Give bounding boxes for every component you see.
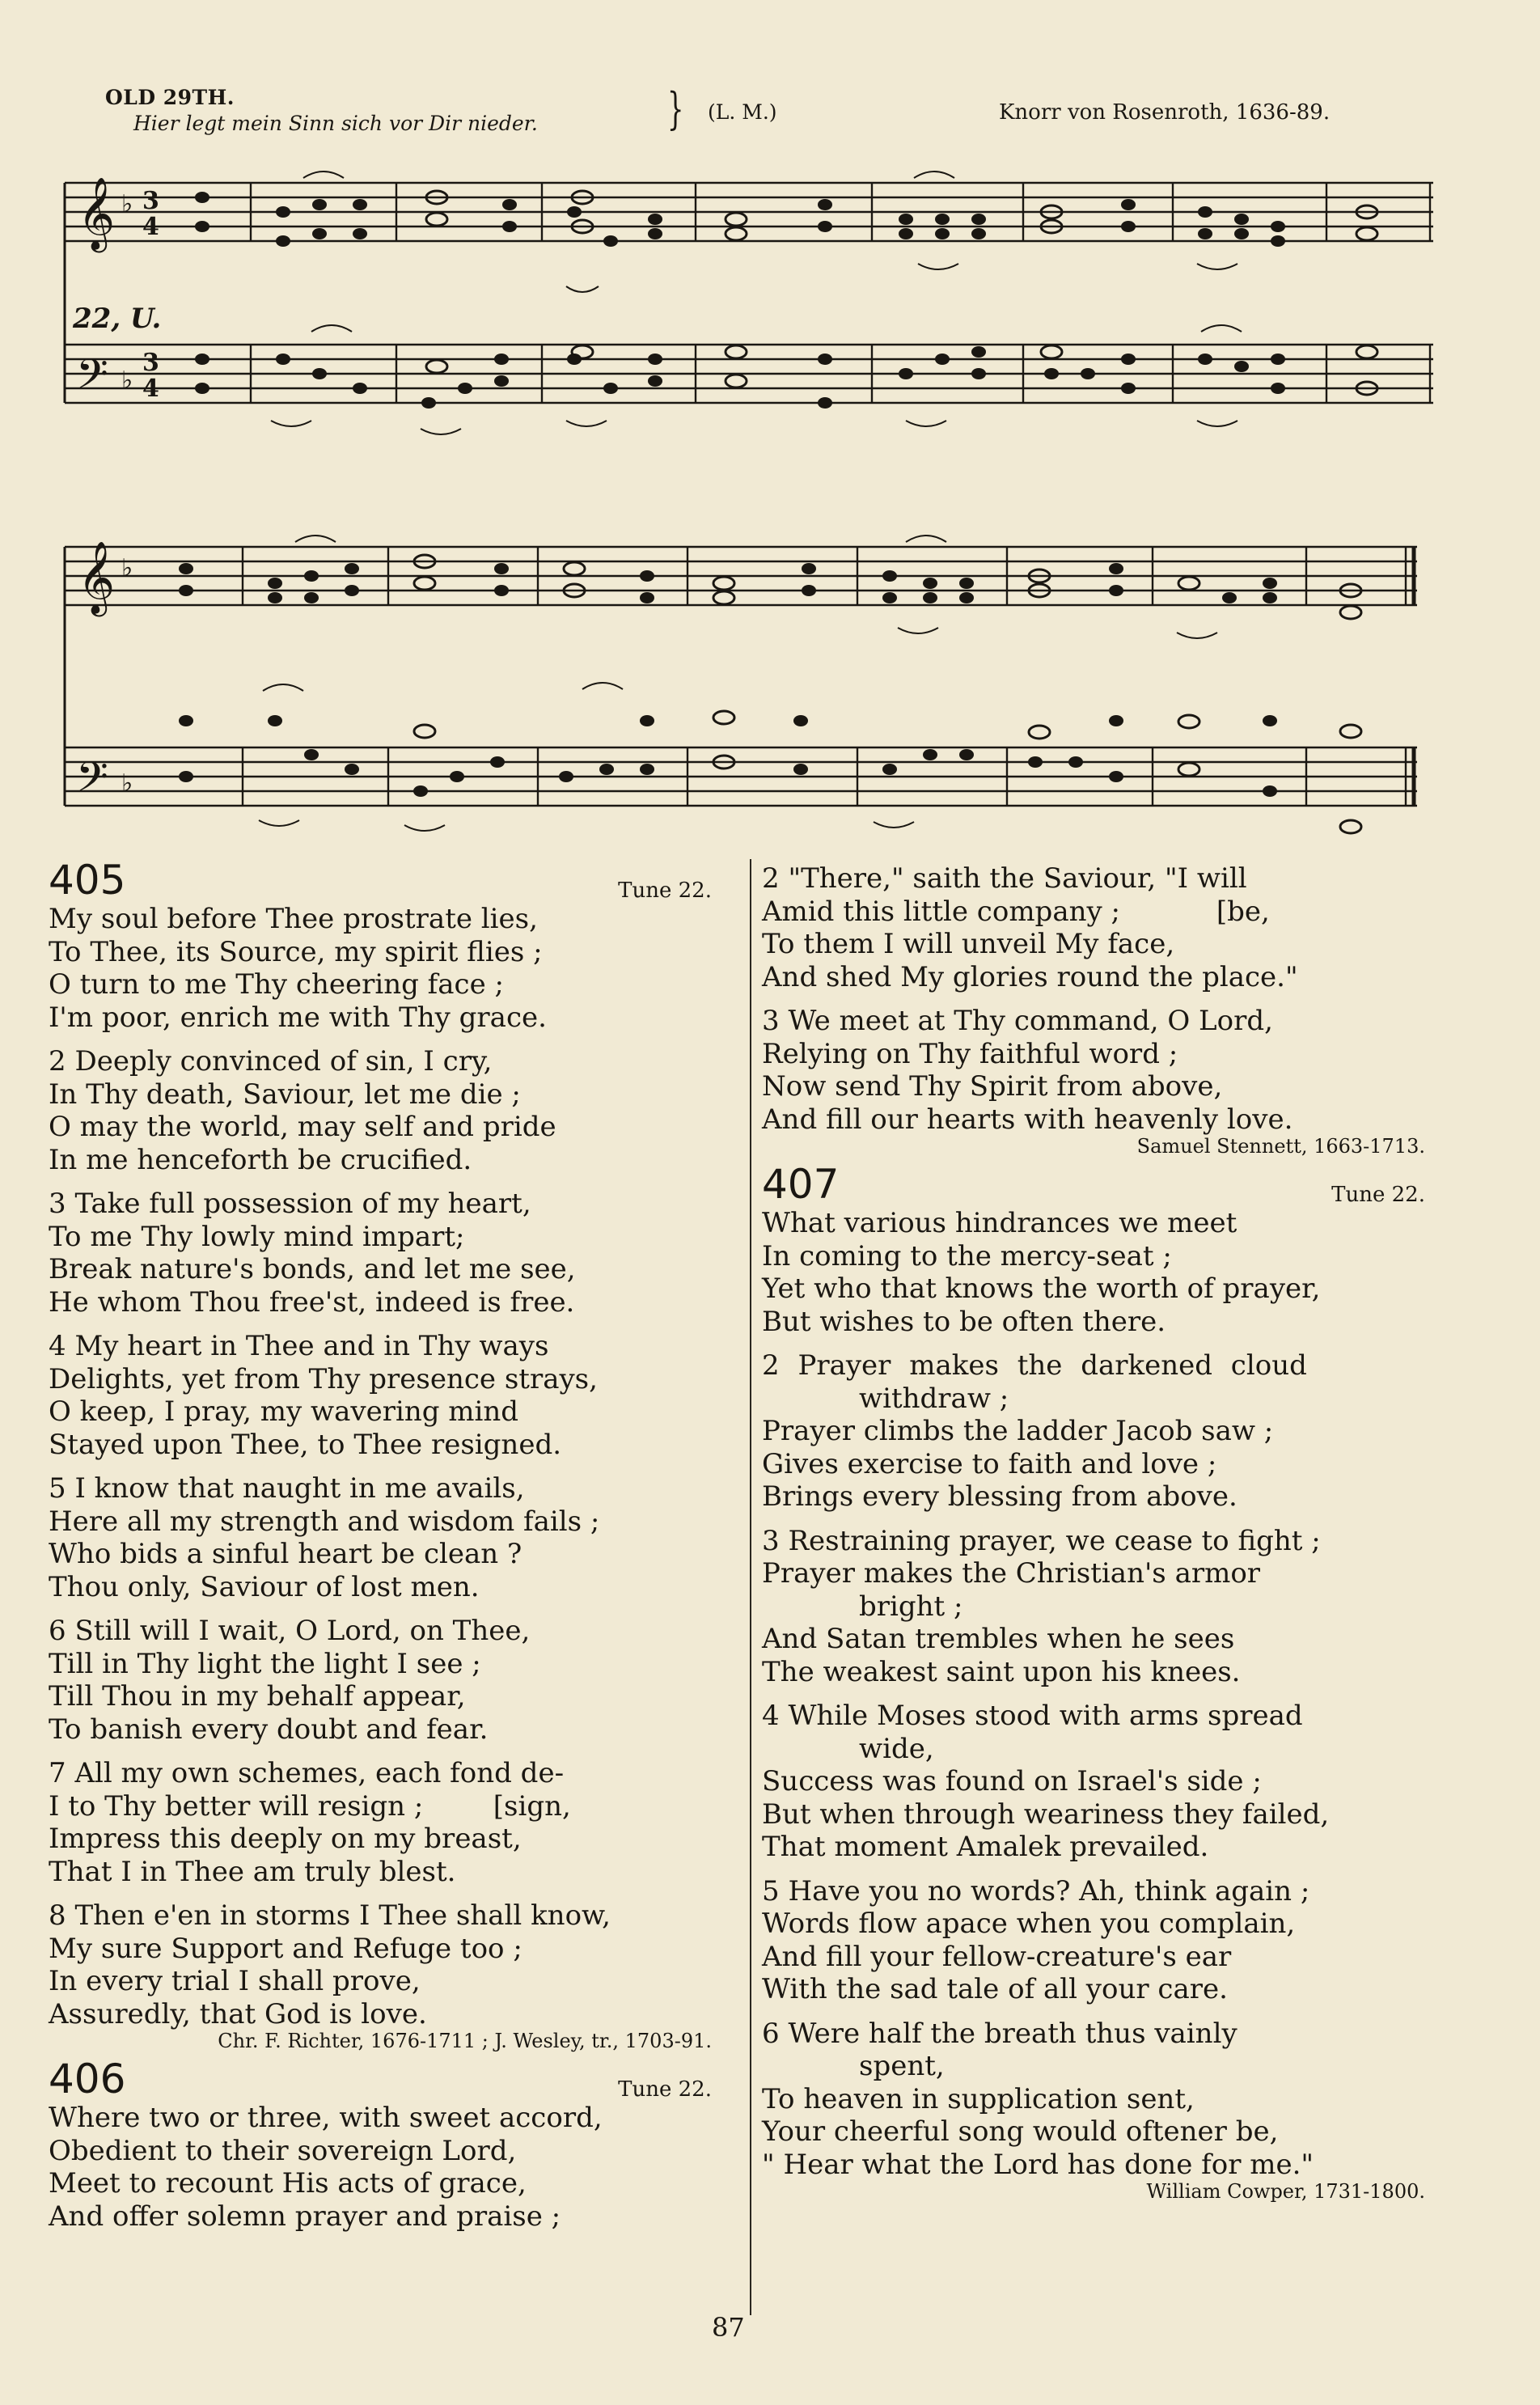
verse-line: Yet who that knows the worth of prayer, bbox=[762, 1272, 1321, 1305]
verse-line: That moment Amalek prevailed. bbox=[762, 1831, 1209, 1863]
svg-text:𝄢: 𝄢 bbox=[76, 752, 108, 811]
verse-line: The weakest saint upon his knees. bbox=[762, 1655, 1241, 1688]
svg-text:♭: ♭ bbox=[121, 769, 133, 798]
verse-line: withdraw ; bbox=[859, 1382, 1009, 1415]
verse-line: He whom Thou free'st, indeed is free. bbox=[49, 1285, 575, 1319]
stanza bbox=[762, 1349, 1441, 1514]
verse-line: To me Thy lowly mind impart; bbox=[49, 1220, 465, 1253]
verse-line: Brings every blessing from above. bbox=[762, 1480, 1238, 1513]
verse-line: To heaven in supplication sent, bbox=[762, 2082, 1195, 2115]
stanza bbox=[49, 903, 728, 1034]
verse-line: 7 All my own schemes, each fond de- bbox=[49, 1757, 565, 1789]
verse-line: Relying on Thy faithful word ; bbox=[762, 1037, 1178, 1070]
author-credit: Chr. F. Richter, 1676-1711 ; J. Wesley, tr., 1703-91. bbox=[218, 2030, 712, 2052]
svg-text:4: 4 bbox=[142, 375, 159, 403]
svg-text:4: 4 bbox=[142, 213, 159, 241]
verse-line: Your cheerful song would oftener be, bbox=[762, 2115, 1279, 2148]
verse-line: To banish every doubt and fear. bbox=[49, 1713, 489, 1746]
composer: Knorr von Rosenroth, 1636-89. bbox=[999, 100, 1331, 125]
hymn-406 bbox=[49, 2056, 728, 2233]
stanza bbox=[762, 1700, 1441, 1864]
verse-line: O keep, I pray, my wavering mind bbox=[49, 1395, 519, 1428]
tune-name: OLD 29TH. bbox=[105, 86, 235, 109]
hymn-number: 406 bbox=[49, 2056, 126, 2102]
verse-line: Amid this little company ; [be, bbox=[762, 895, 1270, 928]
svg-text:𝄞: 𝄞 bbox=[78, 177, 116, 250]
verse-line: And offer solemn prayer and praise ; bbox=[49, 2200, 561, 2233]
verse-line: Break nature's bonds, and let me see, bbox=[49, 1253, 576, 1285]
stanza bbox=[762, 2018, 1441, 2182]
stanza bbox=[762, 1525, 1441, 1689]
verse-line: O may the world, may self and pride bbox=[49, 1111, 556, 1143]
verse-line: In Thy death, Saviour, let me die ; bbox=[49, 1078, 521, 1111]
verse-line: To Thee, its Source, my spirit flies ; bbox=[49, 935, 543, 968]
svg-text:♭: ♭ bbox=[121, 366, 133, 395]
hymn-number: 407 bbox=[762, 1161, 840, 1208]
author-credit: William Cowper, 1731-1800. bbox=[1146, 2180, 1425, 2203]
verse-line: 6 Were half the breath thus vainly bbox=[762, 2017, 1238, 2050]
verse-line: 8 Then e'en in storms I Thee shall know, bbox=[49, 1899, 611, 1932]
verse-line: O turn to me Thy cheering face ; bbox=[49, 968, 504, 1001]
verse-line: And shed My glories round the place." bbox=[762, 960, 1298, 993]
verse-line: In every trial I shall prove, bbox=[49, 1965, 421, 1997]
verse-line: Till Thou in my behalf appear, bbox=[49, 1680, 466, 1713]
tune-subtitle: Hier legt mein Sinn sich vor Dir nieder. bbox=[133, 112, 538, 135]
page-number: 87 bbox=[712, 2312, 745, 2343]
verse-line: spent, bbox=[859, 2050, 945, 2082]
verse-line: Obedient to their sovereign Lord, bbox=[49, 2134, 517, 2167]
verse-line: Gives exercise to faith and love ; bbox=[762, 1447, 1217, 1480]
left-column bbox=[49, 857, 728, 2244]
stanza bbox=[762, 1207, 1441, 1338]
hymn-405 bbox=[49, 857, 728, 2055]
verse-line: Till in Thy light the light I see ; bbox=[49, 1647, 481, 1680]
brace-glyph: } bbox=[666, 83, 684, 134]
verse-line: 4 My heart in Thee and in Thy ways bbox=[49, 1330, 549, 1362]
hymn-406-continued bbox=[762, 862, 1441, 1160]
verse-line: 3 Take full possession of my heart, bbox=[49, 1188, 531, 1220]
verse-line: Stayed upon Thee, to Thee resigned. bbox=[49, 1428, 562, 1461]
stanza bbox=[49, 1188, 728, 1319]
meter: (L. M.) bbox=[708, 100, 777, 124]
svg-text:♭: ♭ bbox=[121, 190, 133, 218]
verse-line: bright ; bbox=[859, 1590, 963, 1623]
stanza bbox=[762, 1005, 1441, 1136]
verse-line: And fill our hearts with heavenly love. bbox=[762, 1103, 1293, 1136]
verse-line: " Hear what the Lord has done for me." bbox=[762, 2148, 1314, 2181]
music-score-system-2 bbox=[0, 518, 1540, 857]
verse-line: Words flow apace when you complain, bbox=[762, 1907, 1296, 1940]
stanza bbox=[49, 1615, 728, 1746]
verse-line: Assuredly, that God is love. bbox=[49, 1997, 427, 2030]
verse-line: 2 "There," saith the Saviour, "I will bbox=[762, 862, 1247, 895]
column-divider bbox=[750, 859, 751, 2315]
verse-line: And fill your fellow-creature's ear bbox=[762, 1940, 1232, 1973]
verse-line: Success was found on Israel's side ; bbox=[762, 1765, 1262, 1797]
verse-line: My sure Support and Refuge too ; bbox=[49, 1932, 522, 1965]
verse-line: 2 Deeply convinced of sin, I cry, bbox=[49, 1045, 493, 1078]
verse-line: But wishes to be often there. bbox=[762, 1305, 1166, 1338]
verse-line: 2 Prayer makes the darkened cloud bbox=[762, 1349, 1307, 1382]
verse-line: I to Thy better will resign ; [sign, bbox=[49, 1789, 571, 1823]
verse-line: With the sad tale of all your care. bbox=[762, 1973, 1228, 2005]
stanza bbox=[49, 1330, 728, 1461]
verse-line: Now send Thy Spirit from above, bbox=[762, 1070, 1223, 1103]
verse-line: 6 Still will I wait, O Lord, on Thee, bbox=[49, 1615, 531, 1647]
stanza bbox=[49, 1045, 728, 1176]
verse-line: 4 While Moses stood with arms spread bbox=[762, 1700, 1303, 1732]
svg-text:3: 3 bbox=[142, 349, 159, 377]
stanza bbox=[49, 1899, 728, 2030]
svg-text:♭: ♭ bbox=[121, 554, 133, 582]
verse-line: I'm poor, enrich me with Thy grace. bbox=[49, 1001, 547, 1034]
stanza bbox=[49, 1472, 728, 1603]
verse-line: In coming to the mercy-seat ; bbox=[762, 1239, 1172, 1272]
svg-text:𝄞: 𝄞 bbox=[78, 541, 116, 614]
stanza bbox=[49, 2102, 728, 2233]
stanza bbox=[762, 862, 1441, 993]
stanza bbox=[49, 1757, 728, 1888]
hymn-407 bbox=[762, 1162, 1441, 2205]
verse-line: 3 Restraining prayer, we cease to fight ; bbox=[762, 1524, 1321, 1557]
verse-line: Here all my strength and wisdom fails ; bbox=[49, 1505, 600, 1538]
verse-line: But when through weariness they failed, bbox=[762, 1797, 1330, 1831]
svg-text:3: 3 bbox=[142, 187, 159, 215]
verse-line: Prayer makes the Christian's armor bbox=[762, 1557, 1261, 1590]
hymn-tune: Tune 22. bbox=[618, 879, 712, 903]
author-credit: Samuel Stennett, 1663-1713. bbox=[1136, 1135, 1425, 1158]
verse-line: 5 I know that naught in me avails, bbox=[49, 1472, 525, 1505]
verse-line: Thou only, Saviour of lost men. bbox=[49, 1570, 480, 1603]
verse-line: And Satan trembles when he sees bbox=[762, 1623, 1235, 1655]
verse-line: My soul before Thee prostrate lies, bbox=[49, 903, 538, 935]
verse-line: Impress this deeply on my breast, bbox=[49, 1823, 522, 1855]
verse-line: Where two or three, with sweet accord, bbox=[49, 2102, 603, 2134]
right-column bbox=[762, 862, 1441, 2207]
verse-line: Prayer climbs the ladder Jacob saw ; bbox=[762, 1415, 1274, 1447]
svg-text:22, U.: 22, U. bbox=[73, 303, 162, 335]
hymn-tune: Tune 22. bbox=[1331, 1183, 1425, 1207]
svg-text:𝄢: 𝄢 bbox=[76, 349, 108, 409]
verse-line: What various hindrances we meet bbox=[762, 1207, 1238, 1239]
verse-line: To them I will unveil My face, bbox=[762, 928, 1175, 960]
verse-line: Delights, yet from Thy presence strays, bbox=[49, 1362, 598, 1395]
hymn-tune: Tune 22. bbox=[618, 2077, 712, 2102]
verse-line: Who bids a sinful heart be clean ? bbox=[49, 1538, 522, 1570]
stanza bbox=[762, 1875, 1441, 2006]
verse-line: wide, bbox=[859, 1732, 934, 1765]
verse-line: In me henceforth be crucified. bbox=[49, 1143, 472, 1176]
hymn-number: 405 bbox=[49, 857, 126, 904]
verse-line: 5 Have you no words? Ah, think again ; bbox=[762, 1874, 1310, 1907]
verse-line: That I in Thee am truly blest. bbox=[49, 1855, 456, 1888]
verse-line: 3 We meet at Thy command, O Lord, bbox=[762, 1005, 1273, 1037]
verse-line: Meet to recount His acts of grace, bbox=[49, 2167, 527, 2200]
